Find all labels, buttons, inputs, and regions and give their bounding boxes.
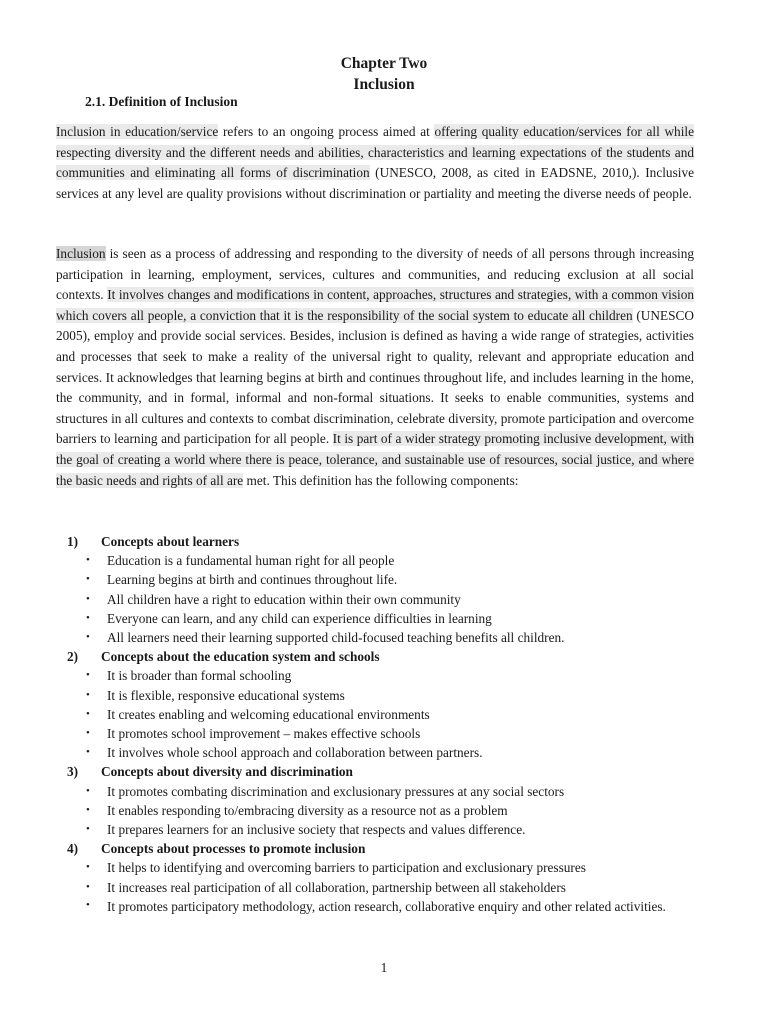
- list-item: [56, 628, 696, 647]
- list-item: [56, 878, 696, 897]
- bullet-icon: •: [86, 707, 90, 720]
- text-segment: Inclusion in education/service: [56, 124, 219, 139]
- component-heading: [56, 762, 696, 781]
- list-item-text: It helps to identifying and overcoming barriers to participation and exclusionary pressures: [107, 860, 586, 876]
- list-item-text: It promotes school improvement – makes effective schools: [107, 726, 421, 741]
- component-title: Concepts about the education system and schools: [101, 649, 380, 665]
- bullet-icon: •: [86, 880, 90, 893]
- component-number: 4): [67, 841, 79, 857]
- section-heading: 2.1. Definition of Inclusion: [85, 94, 238, 109]
- bullet-icon: •: [86, 803, 90, 816]
- bullet-icon: •: [86, 746, 90, 759]
- list-item: [56, 551, 696, 570]
- component-title: Concepts about processes to promote inclusion: [101, 841, 366, 857]
- list-item-text: Everyone can learn, and any child can experience difficulties in learning: [107, 610, 492, 626]
- component-number: 3): [67, 764, 79, 780]
- list-item: [56, 724, 696, 743]
- paragraph-inclusion-process: [56, 244, 694, 491]
- list-item: [56, 858, 696, 877]
- text-segment: offering quality education/services for all while respecting diversity and the different needs and abilities, characteristics and learning expectations of the students and communities and eliminating all forms of discrimination: [56, 124, 694, 181]
- bullet-icon: •: [86, 727, 90, 739]
- bullet-list: [56, 782, 696, 840]
- chapter-title: Inclusion: [353, 76, 415, 93]
- list-item: [56, 897, 696, 920]
- list-item-text: It prepares learners for an inclusive society that respects and values difference.: [107, 822, 526, 837]
- list-item-text: It promotes combating discrimination and exclusionary pressures at any social sectors: [107, 783, 565, 799]
- list-item-text: All children have a right to education within their own community: [107, 591, 461, 607]
- list-item: [56, 801, 696, 820]
- list-item-text: It enables responding to/embracing diversity as a resource not as a problem: [107, 802, 508, 818]
- list-item: [56, 609, 696, 628]
- text-segment: Inclusion: [56, 246, 106, 261]
- bullet-icon: •: [86, 669, 90, 682]
- list-item: [56, 570, 696, 589]
- text-segment: process of addressing and responding to the diversity of needs of all persons through increasing participation in learning, employment, services, cultures and communities, and reducing exclusion at all social contexts.: [56, 246, 694, 303]
- list-item-text: It is flexible, responsive educational systems: [107, 687, 345, 703]
- list-item-text: It creates enabling and welcoming educational environments: [107, 706, 430, 722]
- components-list: [56, 532, 696, 920]
- list-item-text: All learners need their learning supported child-focused teaching benefits all children.: [107, 630, 565, 645]
- component-heading: [56, 532, 696, 551]
- list-item: [56, 820, 696, 839]
- list-item: [56, 782, 696, 801]
- bullet-icon: •: [86, 573, 90, 586]
- page-number: 1: [380, 960, 388, 975]
- text-segment: is seen as a: [105, 246, 176, 261]
- text-segment: It involves changes and modifications in content, approaches, structures and strategies, with a common vision which covers all people, a conviction that it is the responsibility of the social system to educate all children: [56, 287, 695, 323]
- list-item-text: It involves whole school approach and collaboration between partners.: [107, 745, 483, 761]
- paragraph-definition: [56, 122, 694, 204]
- component-heading: [56, 647, 696, 666]
- list-item: [56, 590, 696, 609]
- list-item: [56, 705, 696, 724]
- list-item: [56, 743, 696, 762]
- component-title: Concepts about learners: [101, 534, 240, 549]
- bullet-icon: •: [86, 631, 90, 643]
- list-item: [56, 686, 696, 705]
- component-heading: [56, 839, 696, 858]
- text-segment: It is part of a wider strategy promoting inclusive development, with the goal of creating a world where there is peace, tolerance, and sustainable use of resources, social justice, and where the basic needs and rights of all are: [56, 431, 694, 488]
- bullet-icon: •: [86, 554, 90, 567]
- text-segment: met. This definition has the following components:: [243, 472, 519, 488]
- bullet-icon: •: [86, 784, 90, 797]
- bullet-icon: •: [86, 592, 90, 605]
- component-number: 2): [67, 649, 79, 665]
- bullet-list: [56, 551, 696, 647]
- text-segment: (UNESCO 2005), employ and provide social services. Besides, inclusion is defined as having a wide range of strategies, activities and processes that seek to make a reality of the universal right to quality, relevant and appropriate education and services. It acknowledges that learning begins at birth and continues throughout life, and includes learning in the home, the community, and in formal, informal and non-formal situations. It seeks to enable communities, systems and structures in all cultures and contexts to combat discrimination, celebrate diversity, promote participation and overcome barriers to learning and participation for all people.: [56, 307, 694, 447]
- chapter-heading: [0, 53, 768, 95]
- component-title: Concepts about diversity and discrimination: [101, 764, 353, 780]
- text-segment: (UNESCO, 2008, as cited in EADSNE, 2010,). Inclusive services at any level are quality provisions without discrimination or partiality and meeting the diverse needs of people.: [56, 165, 694, 201]
- chapter-number: Chapter Two: [340, 55, 428, 72]
- bullet-icon: •: [86, 823, 90, 835]
- list-item-text: Education is a fundamental human right for all people: [107, 553, 395, 569]
- bullet-icon: •: [86, 861, 90, 874]
- text-segment: refers to an ongoing process aimed at: [218, 124, 435, 139]
- bullet-icon: •: [86, 611, 90, 624]
- component-number: 1): [67, 534, 79, 549]
- bullet-icon: •: [86, 688, 90, 701]
- bullet-list: [56, 666, 696, 762]
- list-item: [56, 666, 696, 685]
- list-item-text: It is broader than formal schooling: [107, 668, 292, 684]
- list-item-text: It promotes participatory methodology, action research, collaborative enquiry and other related activities.: [107, 898, 666, 914]
- bullet-icon: •: [86, 898, 90, 911]
- list-item-text: It increases real participation of all collaboration, partnership between all stakeholders: [107, 879, 566, 895]
- list-item-text: Learning begins at birth and continues throughout life.: [107, 572, 398, 588]
- bullet-list: [56, 858, 696, 920]
